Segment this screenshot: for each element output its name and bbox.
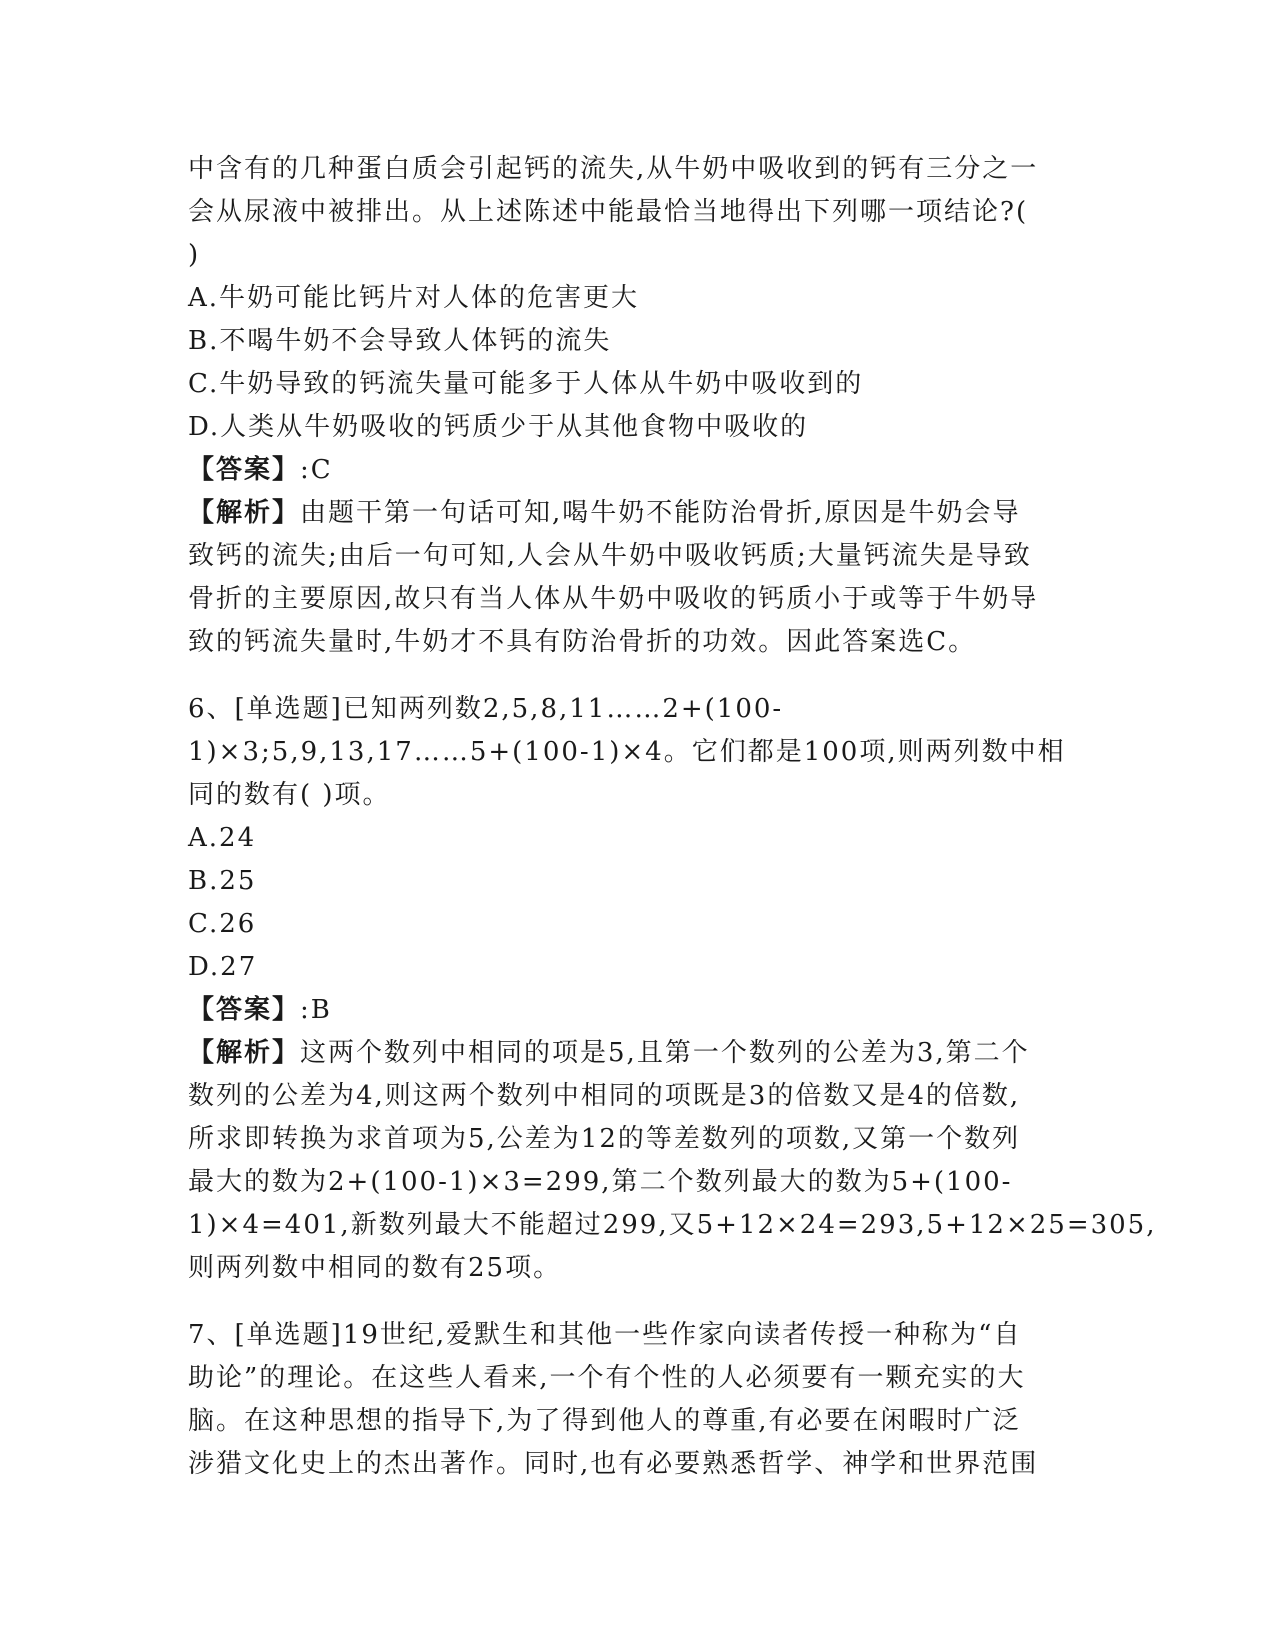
question-stem-line: 中含有的几种蛋白质会引起钙的流失,从牛奶中吸收到的钙有三分之一	[188, 154, 1039, 184]
analysis-line: 则两列数中相同的数有25项。	[188, 1253, 562, 1283]
option-c: C.26	[188, 909, 257, 939]
answer-label: 【答案】	[188, 995, 301, 1025]
option-a: A.24	[188, 823, 257, 853]
analysis-line: 1)×4=401,新数列最大不能超过299,又5+12×24=293,5+12×25=305,	[188, 1210, 1157, 1240]
answer-value: :C	[300, 455, 333, 485]
analysis-line: 最大的数为2+(100-1)×3=299,第二个数列最大的数为5+(100-	[188, 1167, 1013, 1197]
option-d: D.人类从牛奶吸收的钙质少于从其他食物中吸收的	[188, 412, 809, 442]
analysis-line: 所求即转换为求首项为5,公差为12的等差数列的项数,又第一个数列	[188, 1124, 1021, 1154]
analysis-text: 这两个数列中相同的项是5,且第一个数列的公差为3,第二个	[300, 1038, 1030, 1068]
question-stem-line: )	[188, 240, 201, 270]
answer-line	[188, 989, 1088, 1032]
question-7	[188, 1314, 1088, 1486]
question-stem-line: 会从尿液中被排出。从上述陈述中能最恰当地得出下列哪一项结论?(	[188, 197, 1029, 227]
analysis-line	[188, 1032, 1088, 1075]
question-stem-line: 助论”的理论。在这些人看来,一个有个性的人必须要有一颗充实的大	[188, 1363, 1026, 1393]
question-spacer	[188, 664, 1088, 688]
question-stem-line: 脑。在这种思想的指导下,为了得到他人的尊重,有必要在闲暇时广泛	[188, 1406, 1021, 1436]
question-stem-line: 1)×3;5,9,13,17……5+(100-1)×4。它们都是100项,则两列数中相	[188, 737, 1066, 767]
analysis-line: 数列的公差为4,则这两个数列中相同的项既是3的倍数又是4的倍数,	[188, 1081, 1021, 1111]
option-c: C.牛奶导致的钙流失量可能多于人体从牛奶中吸收到的	[188, 369, 864, 399]
question-6	[188, 688, 1157, 1290]
option-d: D.27	[188, 952, 258, 982]
option-b: B.25	[188, 866, 257, 896]
analysis-line	[188, 492, 1088, 535]
analysis-line: 骨折的主要原因,故只有当人体从牛奶中吸收的钙质小于或等于牛奶导	[188, 584, 1039, 614]
answer-line	[188, 449, 1088, 492]
analysis-text: 由题干第一句话可知,喝牛奶不能防治骨折,原因是牛奶会导	[300, 498, 1021, 528]
question-5	[188, 148, 1088, 664]
analysis-line: 致钙的流失;由后一句可知,人会从牛奶中吸收钙质;大量钙流失是导致	[188, 541, 1032, 571]
page-content	[188, 148, 1157, 1486]
analysis-line: 致的钙流失量时,牛奶才不具有防治骨折的功效。因此答案选C。	[188, 627, 977, 657]
analysis-label: 【解析】	[188, 1038, 301, 1068]
answer-value: :B	[300, 995, 332, 1025]
question-stem-line: 涉猎文化史上的杰出著作。同时,也有必要熟悉哲学、神学和世界范围	[188, 1449, 1039, 1479]
question-stem-line: 6、[单选题]已知两列数2,5,8,11……2+(100-	[188, 694, 784, 724]
option-a: A.牛奶可能比钙片对人体的危害更大	[188, 283, 640, 313]
question-stem-line: 同的数有( )项。	[188, 780, 391, 810]
option-b: B.不喝牛奶不会导致人体钙的流失	[188, 326, 612, 356]
answer-label: 【答案】	[188, 455, 301, 485]
analysis-label: 【解析】	[188, 498, 301, 528]
question-stem-line: 7、[单选题]19世纪,爱默生和其他一些作家向读者传授一种称为“自	[188, 1320, 1022, 1350]
question-spacer	[188, 1290, 1088, 1314]
